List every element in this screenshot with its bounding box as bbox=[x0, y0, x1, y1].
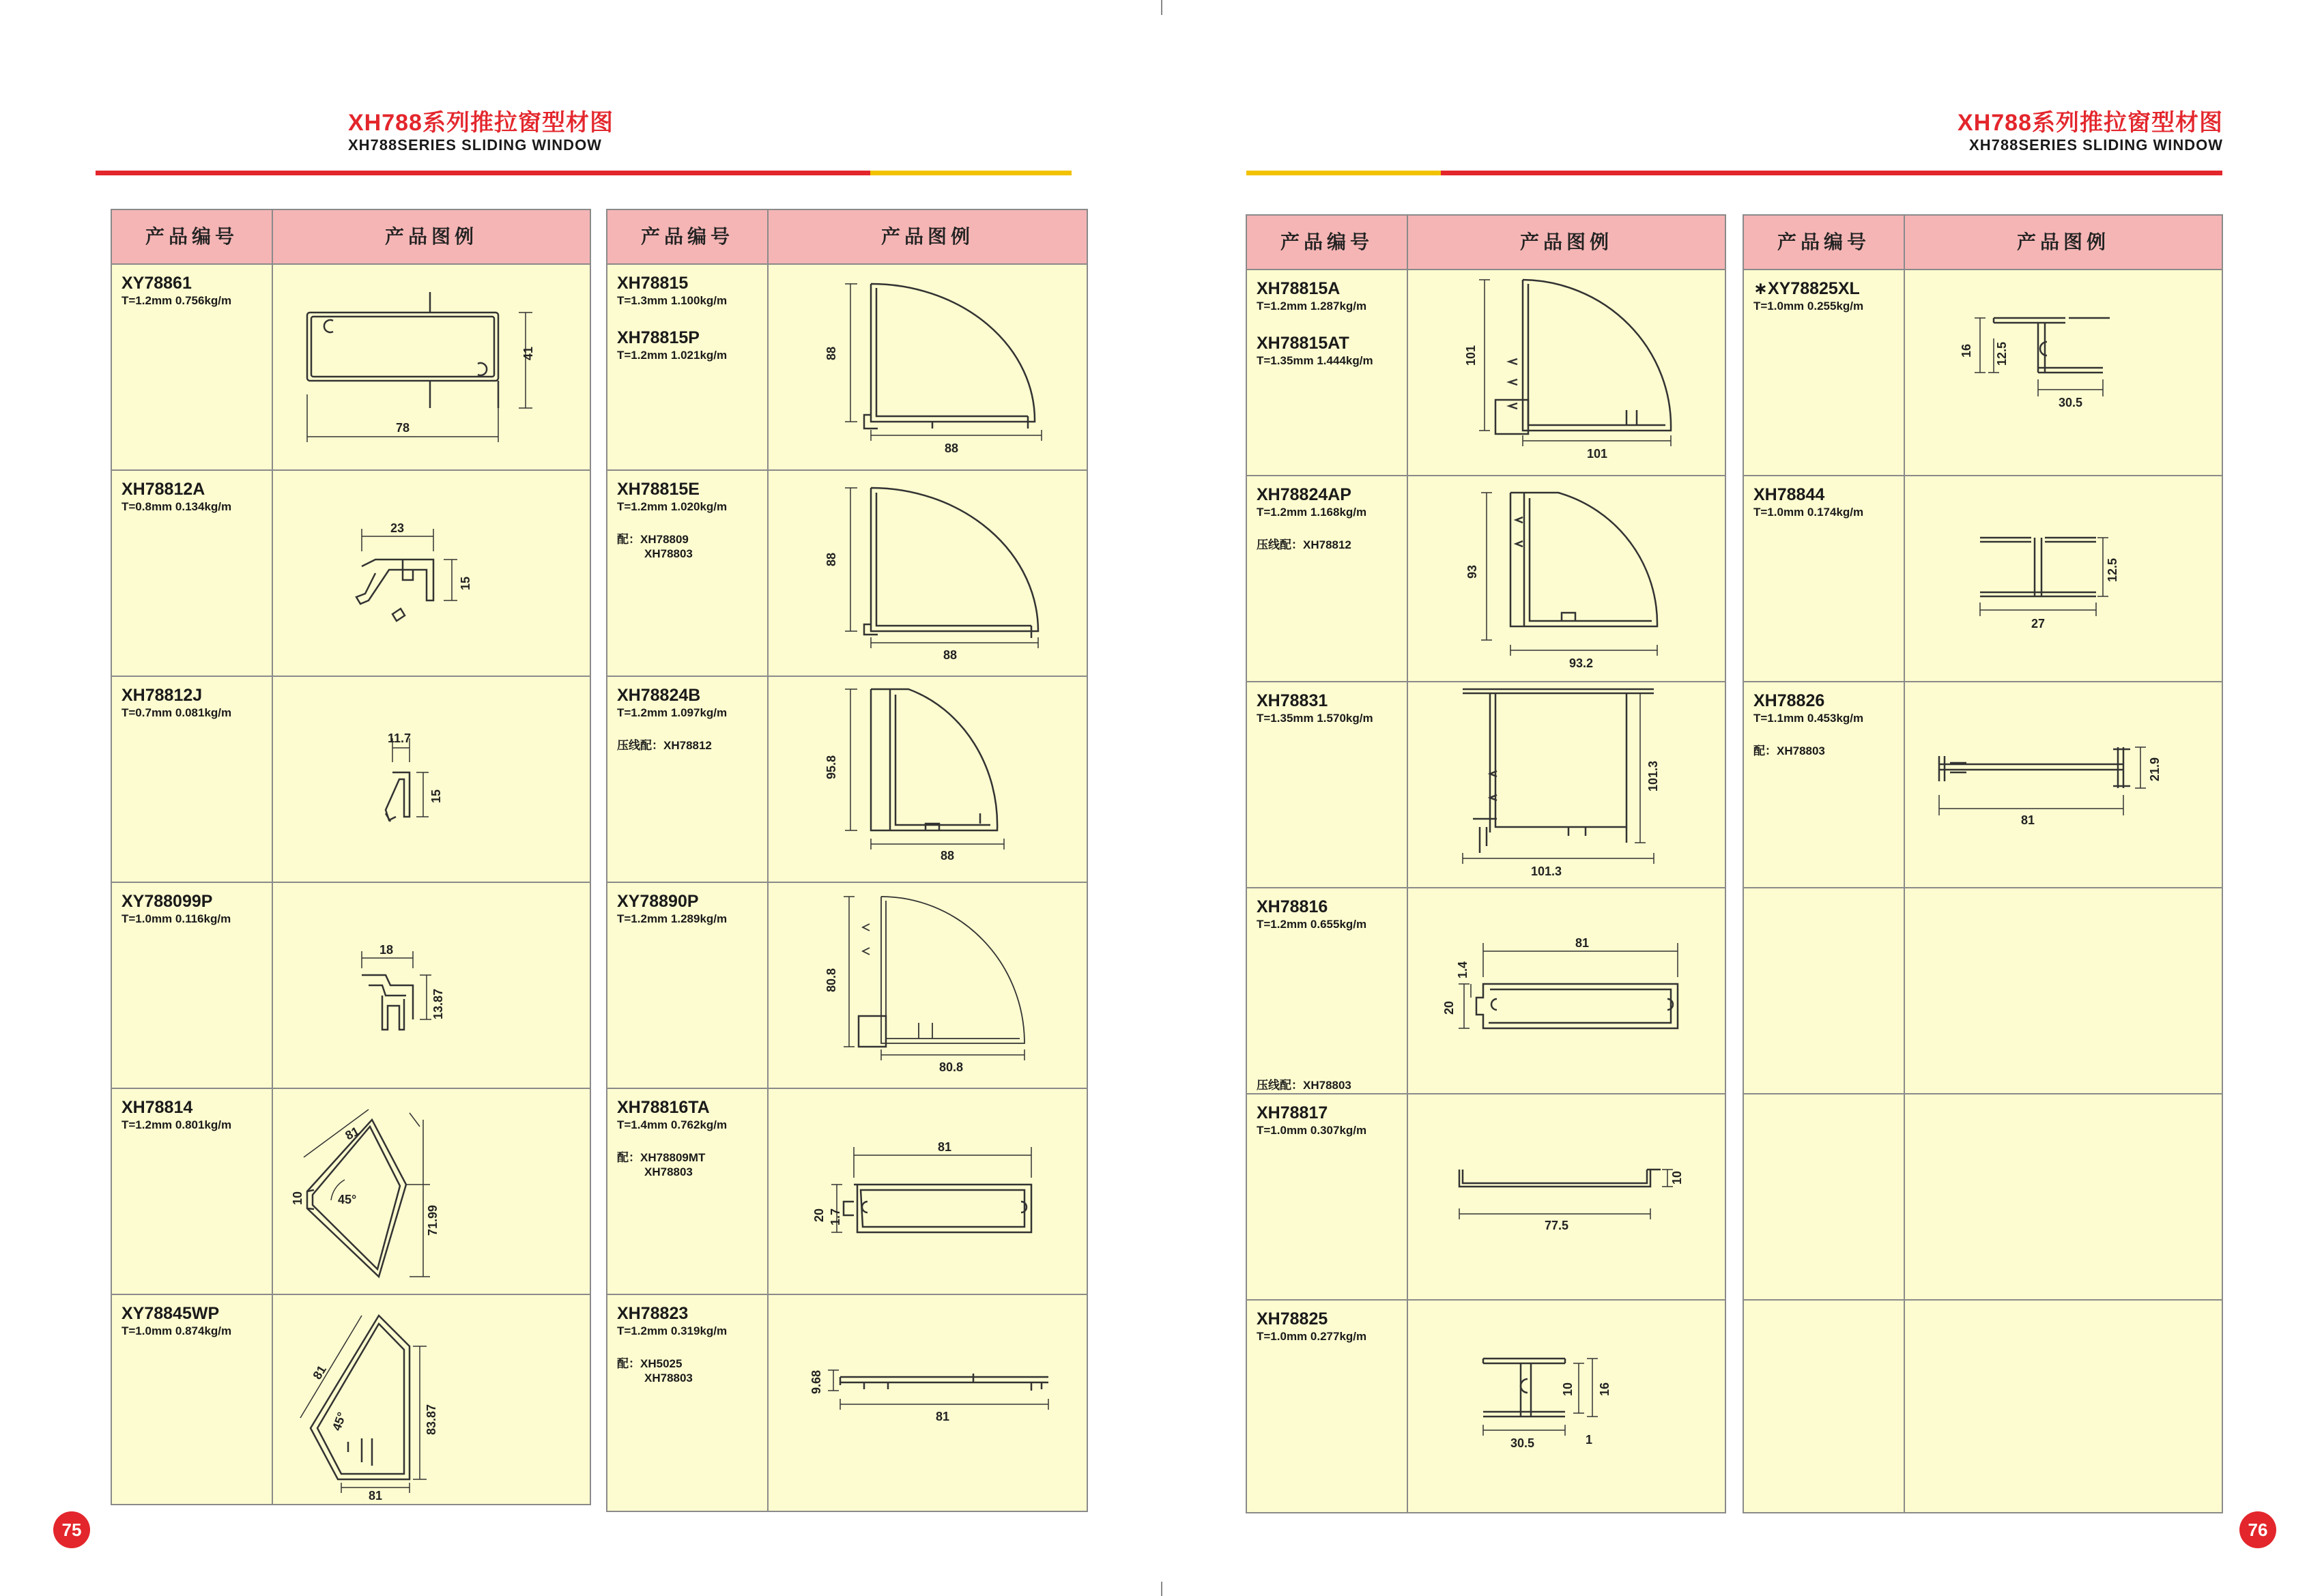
fit-note-label: 压线配：XH78803 bbox=[1257, 1079, 1351, 1092]
dim-label: 10 bbox=[1561, 1382, 1575, 1396]
dim-label: 12.5 bbox=[2106, 557, 2119, 582]
table-row bbox=[1247, 1301, 1725, 1511]
product-spec: T=1.2mm 1.021kg/m bbox=[617, 349, 728, 362]
product-code: XY788099P bbox=[121, 892, 213, 911]
table-header bbox=[112, 210, 590, 265]
page-header bbox=[348, 109, 614, 154]
table-row bbox=[1744, 682, 2222, 888]
dim-label: 23 bbox=[390, 521, 405, 535]
fit-note bbox=[1257, 1078, 1351, 1092]
profile-drawing bbox=[769, 677, 1087, 882]
dim-label: 1.7 bbox=[829, 1208, 842, 1225]
fit-note-extra: XH78803 bbox=[644, 1372, 693, 1384]
table-row bbox=[1744, 888, 2222, 1094]
product-spec: T=1.2mm 1.097kg/m bbox=[617, 706, 728, 719]
dim-label: 81 bbox=[343, 1124, 362, 1143]
dim-label: 101.3 bbox=[1646, 760, 1660, 792]
profile-table-right-1 bbox=[1246, 214, 1726, 1513]
product-code: XH78823 bbox=[617, 1304, 689, 1323]
dim-label: 10 bbox=[291, 1191, 304, 1205]
product-spec: T=1.0mm 0.307kg/m bbox=[1257, 1124, 1367, 1137]
table-row bbox=[607, 471, 1087, 677]
profile-drawing bbox=[769, 471, 1087, 676]
product-spec: T=0.8mm 0.134kg/m bbox=[121, 500, 232, 513]
product-spec: T=1.2mm 1.020kg/m bbox=[617, 500, 728, 513]
profile-table-left-1 bbox=[111, 209, 591, 1505]
product-code: XH78816TA bbox=[617, 1098, 710, 1117]
table-row bbox=[112, 1295, 590, 1503]
table-row bbox=[112, 883, 590, 1089]
product-spec: T=1.4mm 0.762kg/m bbox=[617, 1118, 728, 1131]
dim-label: 1.4 bbox=[1456, 961, 1470, 978]
product-spec: T=1.2mm 0.655kg/m bbox=[1257, 918, 1367, 931]
product-code: XH78812A bbox=[121, 480, 205, 499]
product-code: XH78812J bbox=[121, 686, 203, 705]
product-code: XH78817 bbox=[1257, 1103, 1328, 1122]
header-code: 产品编号 bbox=[1744, 216, 1905, 269]
fit-note bbox=[617, 532, 764, 561]
table-row bbox=[607, 677, 1087, 883]
dim-label: 9.68 bbox=[809, 1369, 823, 1394]
table-row bbox=[112, 677, 590, 883]
dim-label: 13.87 bbox=[431, 988, 445, 1019]
table-row bbox=[1744, 270, 2222, 476]
dim-label: 83.87 bbox=[425, 1404, 438, 1435]
table-header bbox=[1247, 216, 1725, 270]
dim-label: 12.5 bbox=[1995, 341, 2009, 366]
profile-drawing bbox=[769, 1295, 1087, 1509]
profile-drawing bbox=[273, 883, 590, 1088]
page-number-badge: 76 bbox=[2239, 1511, 2276, 1548]
dim-label: 88 bbox=[943, 648, 958, 662]
dim-label: 71.99 bbox=[426, 1204, 440, 1236]
dim-label: 15 bbox=[459, 576, 472, 590]
header-rule bbox=[96, 171, 1072, 175]
product-spec: T=1.3mm 1.100kg/m bbox=[617, 294, 728, 307]
dim-label: 16 bbox=[1960, 343, 1973, 358]
product-code: XY78845WP bbox=[121, 1304, 220, 1323]
dim-label: 81 bbox=[2021, 813, 2035, 827]
profile-drawing bbox=[769, 883, 1087, 1088]
dim-label: 10 bbox=[1670, 1170, 1684, 1185]
product-spec: T=1.0mm 0.874kg/m bbox=[121, 1324, 232, 1337]
dim-label: 88 bbox=[825, 552, 838, 566]
page-header bbox=[1958, 109, 2223, 154]
product-spec: T=1.0mm 0.116kg/m bbox=[121, 912, 231, 925]
profile-drawing bbox=[1408, 270, 1725, 475]
fit-note-extra: XH78803 bbox=[644, 547, 693, 560]
profile-drawing bbox=[1408, 1301, 1725, 1511]
dim-label: 30.5 bbox=[2059, 396, 2083, 409]
header-drawing: 产品图例 bbox=[1519, 231, 1613, 252]
product-spec: T=1.2mm 0.756kg/m bbox=[121, 294, 232, 307]
fit-note-extra: XH78803 bbox=[644, 1165, 693, 1178]
fit-note bbox=[1257, 538, 1403, 552]
product-code: XH78824B bbox=[617, 686, 701, 705]
product-code: XH78815A bbox=[1257, 279, 1341, 298]
table-header bbox=[1744, 216, 2222, 270]
dim-label: 93 bbox=[1465, 564, 1479, 579]
product-spec: T=1.2mm 1.289kg/m bbox=[617, 912, 728, 925]
product-code: XH78831 bbox=[1257, 691, 1328, 710]
table-row bbox=[607, 1295, 1087, 1509]
dim-label: 88 bbox=[945, 441, 959, 455]
header-drawing: 产品图例 bbox=[880, 226, 974, 247]
product-spec: T=1.0mm 0.255kg/m bbox=[1753, 300, 1864, 313]
dim-label: 21.9 bbox=[2148, 757, 2162, 781]
header-code: 产品编号 bbox=[112, 210, 273, 263]
product-spec: T=1.35mm 1.570kg/m bbox=[1257, 712, 1373, 725]
profile-table-left-2 bbox=[606, 209, 1088, 1512]
profile-drawing bbox=[1408, 1094, 1725, 1299]
dim-label: 80.8 bbox=[939, 1060, 964, 1074]
profile-drawing bbox=[273, 471, 590, 676]
dim-label: 41 bbox=[521, 346, 535, 360]
product-code: XH78844 bbox=[1753, 485, 1825, 504]
dim-label: 77.5 bbox=[1545, 1219, 1569, 1232]
product-code: XY78861 bbox=[121, 274, 192, 293]
fit-note-label: 压线配：XH78812 bbox=[617, 739, 712, 752]
table-row bbox=[112, 265, 590, 471]
page-title-en: XH788SERIES SLIDING WINDOW bbox=[1969, 136, 2223, 154]
page-76 bbox=[1161, 0, 2322, 1596]
product-spec: T=1.0mm 0.277kg/m bbox=[1257, 1330, 1367, 1343]
dim-label: 15 bbox=[429, 789, 443, 803]
table-row bbox=[1744, 1094, 2222, 1301]
table-row bbox=[112, 471, 590, 677]
table-row bbox=[1247, 1094, 1725, 1301]
header-drawing: 产品图例 bbox=[384, 226, 478, 247]
fit-note-label: 配：XH5025 bbox=[617, 1357, 683, 1370]
dim-label: 45° bbox=[338, 1193, 357, 1206]
fit-note bbox=[617, 1150, 764, 1179]
dim-label: 78 bbox=[396, 421, 410, 435]
profile-drawing bbox=[1408, 682, 1725, 887]
dim-label: 95.8 bbox=[825, 755, 838, 779]
dim-label: 88 bbox=[825, 346, 838, 360]
fit-note-label: 配：XH78803 bbox=[1753, 744, 1825, 757]
product-spec: T=1.2mm 0.801kg/m bbox=[121, 1118, 232, 1131]
page-title-cn: XH788系列推拉窗型材图 bbox=[348, 110, 614, 136]
page-title-cn: XH788系列推拉窗型材图 bbox=[1958, 110, 2223, 136]
table-row bbox=[1247, 270, 1725, 476]
product-code: XH78826 bbox=[1753, 691, 1825, 710]
product-code: XH78815 bbox=[617, 274, 689, 293]
product-spec: T=1.2mm 1.168kg/m bbox=[1257, 506, 1367, 519]
profile-table-right-2 bbox=[1743, 214, 2223, 1513]
profile-drawing bbox=[1905, 476, 2222, 681]
table-row bbox=[1247, 682, 1725, 888]
dim-label: 81 bbox=[938, 1140, 952, 1154]
profile-drawing bbox=[1408, 476, 1725, 681]
table-row bbox=[1744, 476, 2222, 682]
dim-label: 1 bbox=[1586, 1433, 1593, 1447]
product-code: XH78814 bbox=[121, 1098, 193, 1117]
table-row bbox=[1247, 888, 1725, 1094]
dim-label: 101 bbox=[1464, 345, 1478, 366]
product-code: XY78890P bbox=[617, 892, 699, 911]
product-spec: T=0.7mm 0.081kg/m bbox=[121, 706, 232, 719]
fit-note-label: 配：XH78809MT bbox=[617, 1151, 706, 1164]
table-row bbox=[1744, 1301, 2222, 1511]
product-spec: T=1.2mm 1.287kg/m bbox=[1257, 300, 1367, 313]
dim-label: 80.8 bbox=[825, 968, 838, 992]
product-spec: T=1.0mm 0.174kg/m bbox=[1753, 506, 1864, 519]
product-code: XH78815AT bbox=[1257, 334, 1349, 353]
profile-drawing bbox=[1905, 682, 2222, 887]
product-code: XH78824AP bbox=[1257, 485, 1351, 504]
dim-label: 101 bbox=[1587, 447, 1608, 461]
table-header bbox=[607, 210, 1087, 265]
profile-drawing bbox=[273, 1295, 590, 1503]
fit-note-label: 配：XH78809 bbox=[617, 533, 689, 546]
fit-note bbox=[617, 1356, 764, 1385]
product-spec: T=1.2mm 0.319kg/m bbox=[617, 1324, 728, 1337]
profile-drawing bbox=[769, 1089, 1087, 1294]
header-code: 产品编号 bbox=[607, 210, 769, 263]
dim-label: 20 bbox=[812, 1208, 826, 1222]
product-spec: T=1.1mm 0.453kg/m bbox=[1753, 712, 1864, 725]
profile-drawing bbox=[1905, 270, 2222, 475]
dim-label: 81 bbox=[936, 1410, 950, 1423]
dim-label: 81 bbox=[1575, 936, 1590, 950]
dim-label: 16 bbox=[1598, 1382, 1611, 1396]
table-row bbox=[607, 265, 1087, 471]
dim-label: 30.5 bbox=[1510, 1436, 1535, 1450]
product-code: XH78815P bbox=[617, 328, 700, 347]
fit-note bbox=[1753, 744, 1900, 758]
page-title-en: XH788SERIES SLIDING WINDOW bbox=[348, 136, 602, 154]
dim-label: 20 bbox=[1442, 1000, 1456, 1015]
table-row bbox=[1247, 476, 1725, 682]
table-row bbox=[607, 1089, 1087, 1295]
fit-note bbox=[617, 738, 764, 753]
dim-label: 101.3 bbox=[1531, 865, 1562, 878]
dim-label: 88 bbox=[941, 849, 955, 862]
product-code: XH78816 bbox=[1257, 897, 1328, 916]
profile-drawing bbox=[273, 677, 590, 882]
header-code: 产品编号 bbox=[1247, 216, 1408, 269]
dim-label: 27 bbox=[2031, 617, 2046, 630]
product-code: XH78825 bbox=[1257, 1309, 1328, 1329]
table-row bbox=[607, 883, 1087, 1089]
dim-label: 11.7 bbox=[388, 731, 412, 745]
page-number-badge: 75 bbox=[53, 1511, 90, 1548]
dim-label: 45° bbox=[329, 1410, 349, 1433]
product-spec: T=1.35mm 1.444kg/m bbox=[1257, 354, 1373, 367]
product-code: XH78815E bbox=[617, 480, 700, 499]
dim-label: 18 bbox=[379, 943, 394, 957]
dim-label: 81 bbox=[310, 1363, 330, 1382]
product-code: ∗XY78825XL bbox=[1753, 279, 1860, 298]
dim-label: 81 bbox=[369, 1489, 383, 1503]
profile-drawing bbox=[769, 265, 1087, 469]
table-row bbox=[112, 1089, 590, 1295]
header-rule bbox=[1246, 171, 2222, 175]
header-drawing: 产品图例 bbox=[2016, 231, 2110, 252]
profile-drawing bbox=[1408, 888, 1725, 1093]
fit-note-label: 压线配：XH78812 bbox=[1257, 538, 1351, 551]
profile-drawing bbox=[273, 1089, 590, 1294]
dim-label: 93.2 bbox=[1569, 656, 1594, 670]
profile-drawing bbox=[273, 265, 590, 469]
